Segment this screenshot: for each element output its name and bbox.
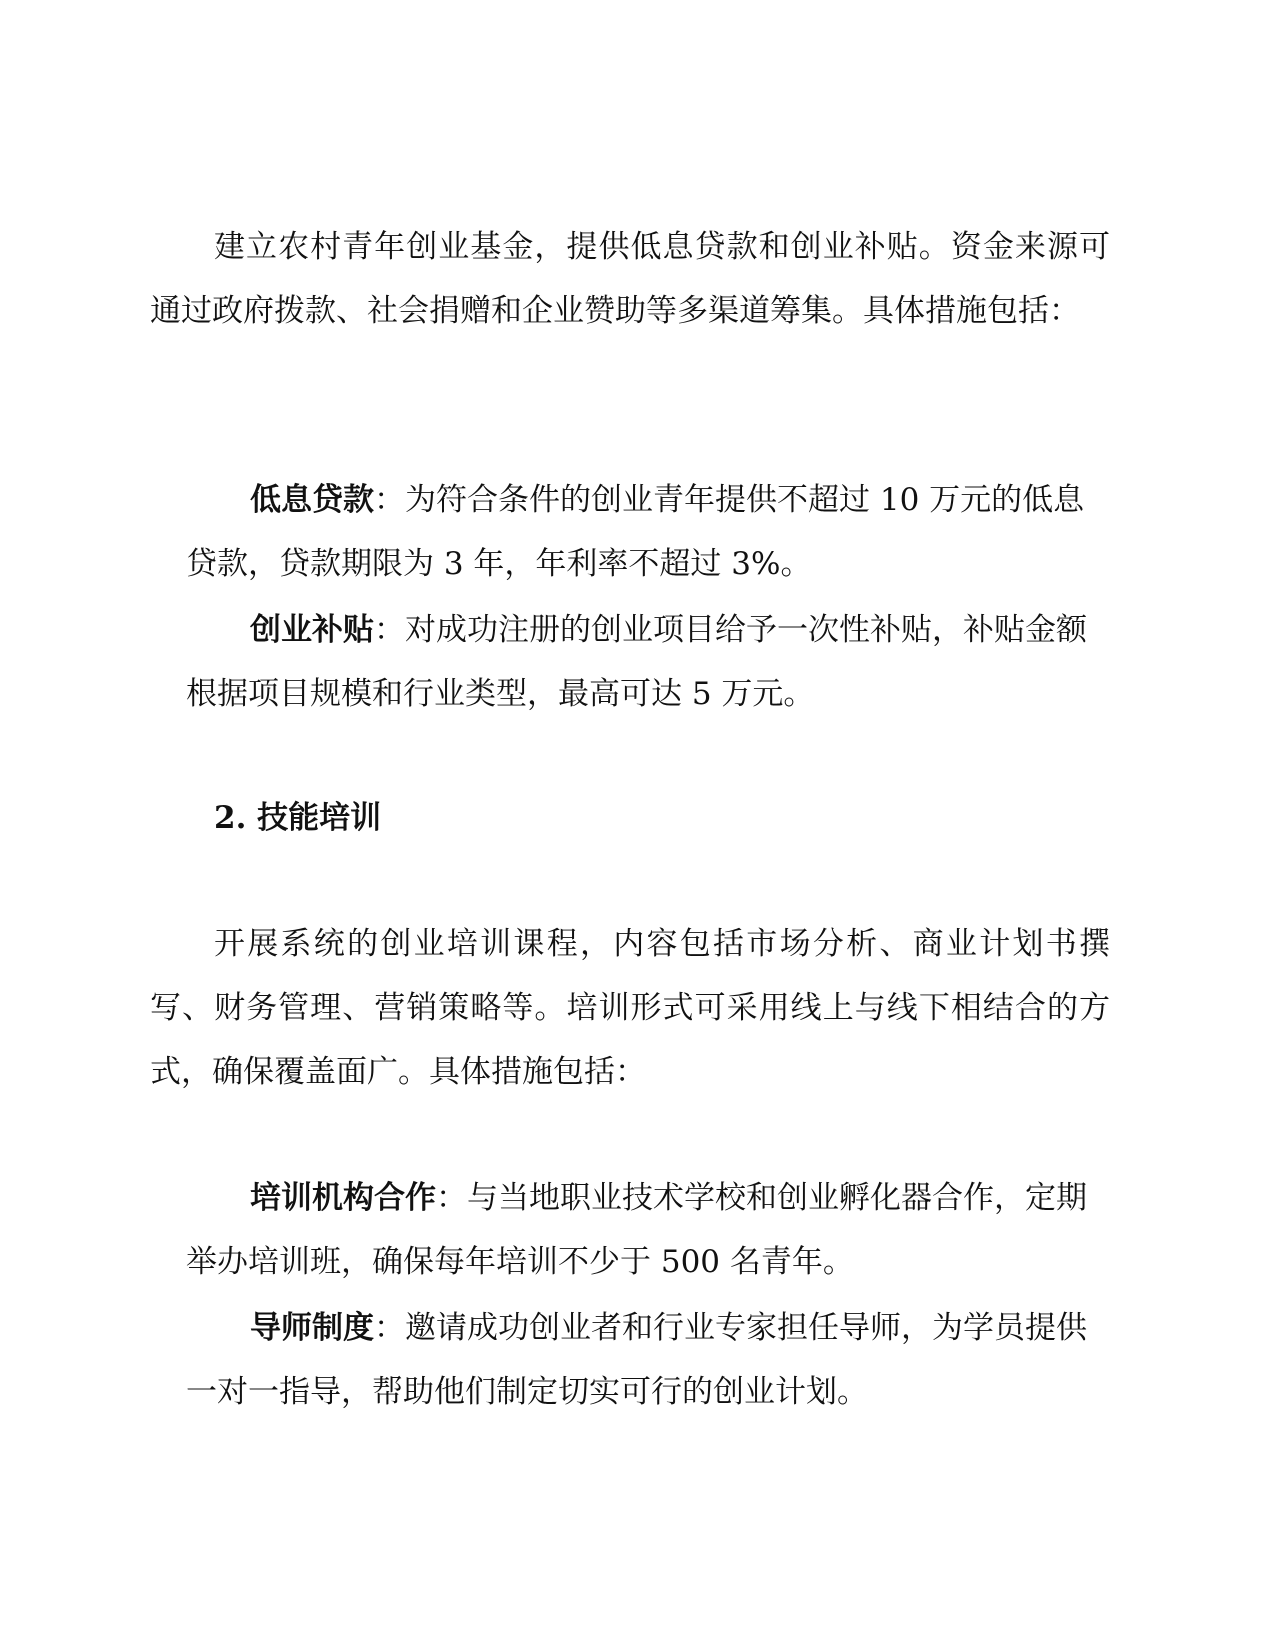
- item-term: 创业补贴: [250, 612, 374, 648]
- funding-intro-paragraph: 建立农村青年创业基金，提供低息贷款和创业补贴。资金来源可通过政府拨款、社会捐赠和企业赞助等多渠道筹集。具体措施包括：: [150, 229, 1110, 329]
- funding-item-low-interest-loan: [186, 468, 1110, 596]
- training-item-institution-cooperation: [186, 1166, 1110, 1294]
- funding-item-startup-subsidy: [186, 598, 1110, 726]
- item-term: 导师制度: [250, 1310, 374, 1346]
- item-text: ：对成功注册的创业项目给予一次性补贴，补贴金额根据项目规模和行业类型，最高可达 5 万元。: [186, 612, 1087, 712]
- section-heading-skills-training: 2. 技能培训: [214, 800, 382, 836]
- training-intro-paragraph: 开展系统的创业培训课程，内容包括市场分析、商业计划书撰写、财务管理、营销策略等。培训形式可采用线上与线下相结合的方式，确保覆盖面广。具体措施包括：: [150, 926, 1110, 1090]
- item-term: 培训机构合作: [250, 1180, 436, 1216]
- training-item-mentor-system: [186, 1296, 1110, 1424]
- item-text: ：为符合条件的创业青年提供不超过 10 万元的低息贷款，贷款期限为 3 年，年利率不超过 3%。: [186, 482, 1085, 582]
- item-text: ：邀请成功创业者和行业专家担任导师，为学员提供一对一指导，帮助他们制定切实可行的创业计划。: [186, 1310, 1087, 1410]
- item-text: ：与当地职业技术学校和创业孵化器合作，定期举办培训班，确保每年培训不少于 500 名青年。: [186, 1180, 1087, 1280]
- item-term: 低息贷款: [250, 482, 374, 518]
